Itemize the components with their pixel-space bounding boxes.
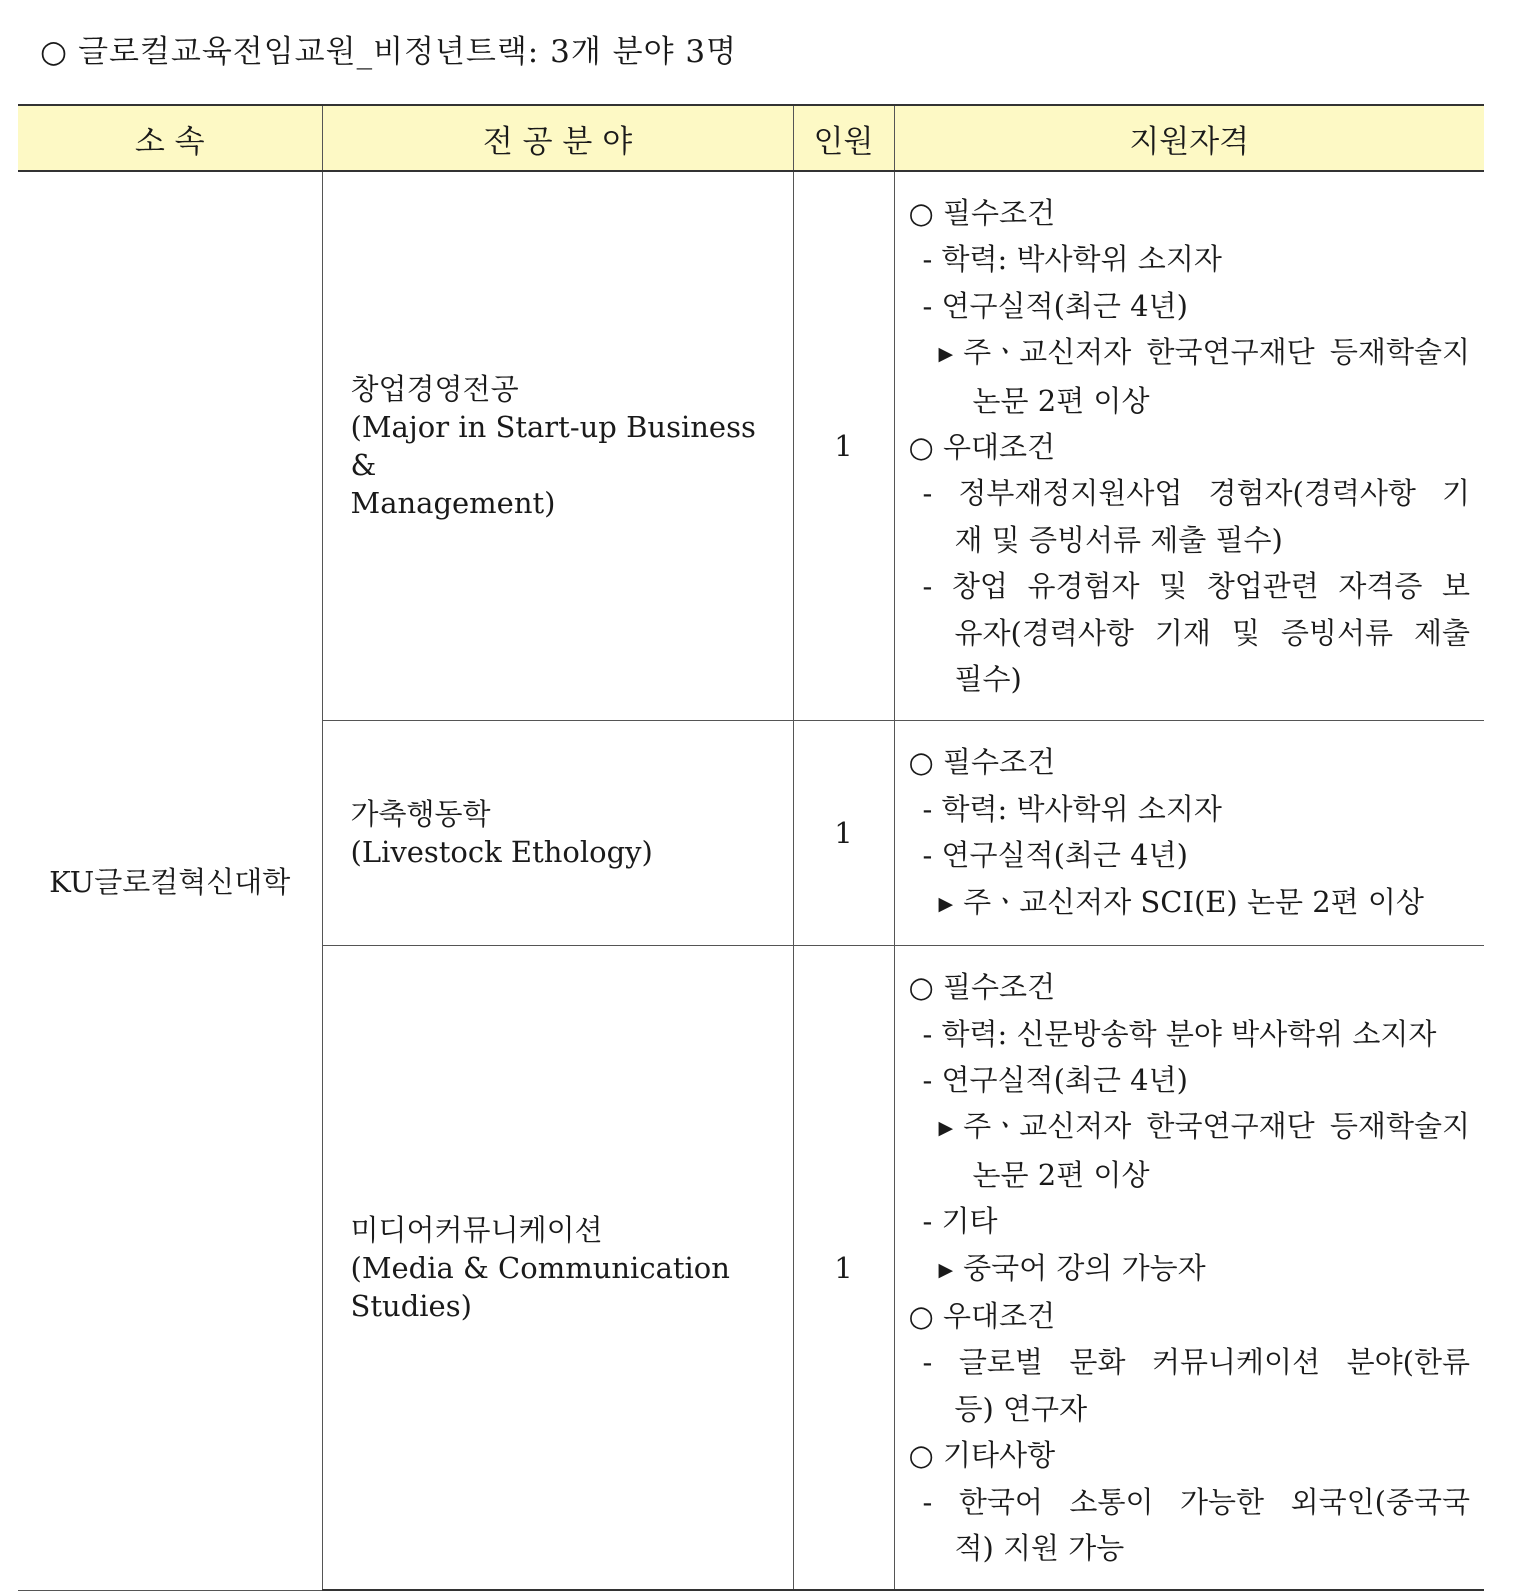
major-name-en-cont: Management) <box>350 486 556 521</box>
major-name-en: (Livestock Ethology) <box>350 835 653 870</box>
arrow-right-icon: ▶ <box>938 1117 954 1140</box>
qual-heading: ○ 우대조건 <box>908 1298 1056 1333</box>
qual-item-cont: 재 및 증빙서류 제출 필수) <box>954 522 1283 557</box>
qual-heading: ○ 필수조건 <box>908 970 1056 1005</box>
qual-subitem: ▶ 주ㆍ교신저자 한국연구재단 등재학술지 <box>909 329 1471 377</box>
qual-item-cont: 적) 지원 가능 <box>954 1530 1125 1565</box>
qual-item-cont: 필수) <box>954 662 1022 697</box>
quals-cell <box>894 171 1484 721</box>
header-count: 인원 <box>793 105 894 171</box>
arrow-right-icon: ▶ <box>938 892 954 915</box>
qual-heading: ○ 필수조건 <box>908 196 1056 230</box>
circle-bullet-icon: ○ <box>40 34 69 70</box>
section-heading <box>40 26 737 71</box>
qual-item: - 연구실적(최근 4년) <box>922 1062 1188 1097</box>
qual-item: - 학력: 박사학위 소지자 <box>922 242 1222 277</box>
header-major: 전 공 분 야 <box>322 105 793 171</box>
major-name-en: (Media & Communication <box>350 1250 730 1285</box>
qual-item: - 창업 유경험자 및 창업관련 자격증 보 <box>922 569 1470 604</box>
qual-item-cont: 등) 연구자 <box>954 1391 1088 1426</box>
header-dept: 소 속 <box>18 105 322 171</box>
qual-item: - 연구실적(최근 4년) <box>922 838 1188 873</box>
qual-item: - 기타 <box>922 1204 998 1239</box>
qual-subitem: ▶ 중국어 강의 가능자 <box>909 1245 1471 1293</box>
count-cell: 1 <box>793 946 894 1591</box>
recruitment-table <box>18 104 1484 1591</box>
qual-heading: ○ 필수조건 <box>908 745 1056 780</box>
major-name-ko: 가축행동학 <box>350 797 491 832</box>
major-cell <box>322 721 793 946</box>
count-cell: 1 <box>793 721 894 946</box>
table-row <box>18 171 1484 721</box>
header-quals: 지원자격 <box>894 105 1484 171</box>
major-name-ko: 창업경영전공 <box>350 372 519 407</box>
dept-cell: KU글로컬혁신대학 <box>18 171 322 1590</box>
qual-item: - 한국어 소통이 가능한 외국인(중국국 <box>922 1484 1470 1519</box>
qual-heading: ○ 기타사항 <box>908 1438 1056 1473</box>
qual-item: - 글로벌 문화 커뮤니케이션 분야(한류 <box>922 1345 1470 1380</box>
section-heading-text: 글로컬교육전임교원_비정년트랙: 3개 분야 3명 <box>78 34 738 70</box>
qual-item: - 학력: 신문방송학 분야 박사학위 소지자 <box>922 1016 1437 1051</box>
quals-cell <box>894 946 1484 1591</box>
arrow-right-icon: ▶ <box>938 1258 954 1281</box>
qual-item: - 정부재정지원사업 경험자(경력사항 기 <box>922 476 1470 511</box>
major-cell <box>322 946 793 1591</box>
table-header-row <box>18 105 1484 171</box>
qual-heading: ○ 우대조건 <box>908 430 1056 465</box>
qual-subitem: ▶ 주ㆍ교신저자 SCI(E) 논문 2편 이상 <box>909 879 1471 927</box>
qual-subitem-cont: 논문 2편 이상 <box>972 1157 1150 1192</box>
qual-item-cont: 유자(경력사항 기재 및 증빙서류 제출 <box>954 615 1470 650</box>
arrow-right-icon: ▶ <box>938 343 954 366</box>
major-cell <box>322 171 793 721</box>
qual-item: - 연구실적(최근 4년) <box>922 288 1188 323</box>
major-name-en-cont: Studies) <box>350 1288 472 1323</box>
quals-cell <box>894 721 1484 946</box>
qual-subitem: ▶ 주ㆍ교신저자 한국연구재단 등재학술지 <box>909 1103 1471 1151</box>
qual-item: - 학력: 박사학위 소지자 <box>922 791 1222 826</box>
major-name-en: (Major in Start-up Business & <box>350 410 756 483</box>
qual-subitem-cont: 논문 2편 이상 <box>972 383 1150 418</box>
count-cell: 1 <box>793 171 894 721</box>
major-name-ko: 미디어커뮤니케이션 <box>350 1212 603 1247</box>
